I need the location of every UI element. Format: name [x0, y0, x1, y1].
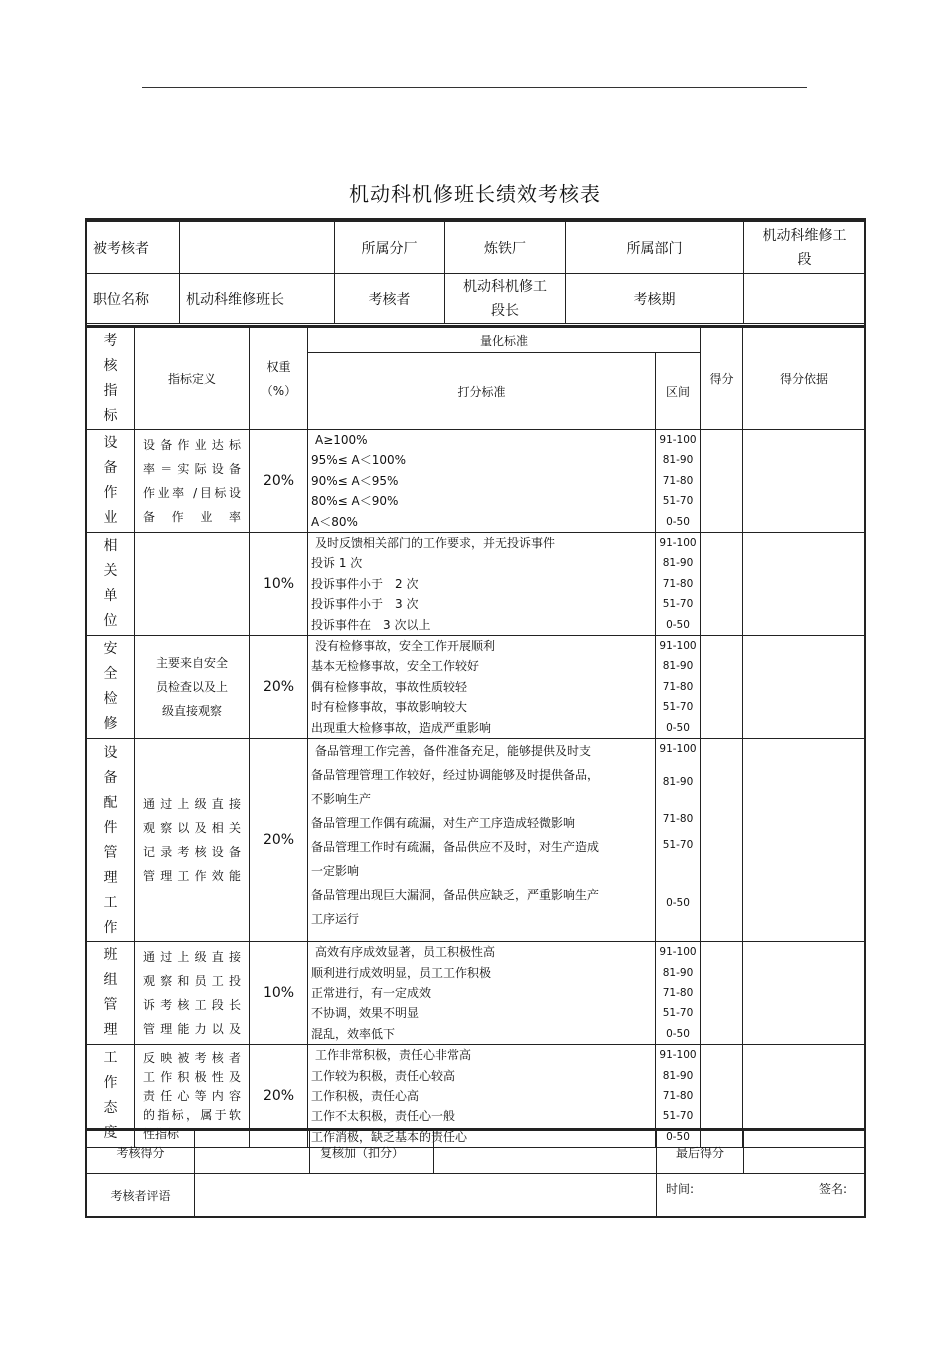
range-header: 区间	[656, 353, 701, 430]
review-label: 复核加（扣分）	[310, 1130, 434, 1174]
criteria-table	[86, 325, 866, 1148]
scoring-standards: 工作非常积极，责任心非常高 工作较为积极，责任心较高 工作积极，责任心高 工作不太积极，责任心一般 工作消极，缺乏基本的责任心	[308, 1045, 656, 1148]
scoring-standards: 没有检修事故，安全工作开展顺利 基本无检修事故，安全工作较好 偶有检修事故，事故性质较轻 时有检修事故，事故影响较大 出现重大检修事故，造成严重影响	[308, 636, 656, 739]
score-ranges: 91-100 81-90 71-80 51-70 0-50	[656, 636, 701, 739]
position-value[interactable]: 机动科维修班长	[180, 274, 335, 324]
period-label: 考核期	[566, 274, 744, 324]
dept-value-line: 机动科维修工	[762, 227, 847, 244]
basis-cell[interactable]	[743, 636, 866, 739]
table-row	[87, 430, 866, 533]
score-ranges: 91-100 81-90 71-80 51-70 0-50	[656, 1045, 701, 1148]
score-ranges: 91-100 81-90 71-80 51-70 0-50	[656, 942, 701, 1045]
score-cell[interactable]	[701, 533, 743, 636]
basis-cell[interactable]	[743, 533, 866, 636]
score-ranges: 91-100 81-90 71-80 51-70 0-50	[656, 430, 701, 533]
dept-value[interactable]	[744, 222, 866, 274]
indicator-weight: 20%	[250, 739, 308, 942]
scoring-standards: 高效有序成效显著，员工积极性高 顺利进行成效明显，员工工作积极 正常进行，有一定成效 不协调，效果不明显 混乱，效率低下	[308, 942, 656, 1045]
basis-header: 得分依据	[743, 327, 866, 430]
comment-label: 考核者评语	[87, 1174, 195, 1218]
indicator-name: 相 关 单 位	[87, 533, 135, 636]
examinee-value[interactable]	[180, 222, 335, 274]
scoring-standards: A≥100% 95%≤ A＜100% 90%≤ A＜95% 80%≤ A＜90% A＜80%	[308, 430, 656, 533]
indicator-definition: 通过上级直接 观察和员工投 诉考核工段长 管理能力以及	[135, 942, 250, 1045]
info-table	[86, 221, 866, 324]
table-row	[87, 533, 866, 636]
examiner-value-line: 段长	[491, 302, 519, 319]
indicator-weight: 20%	[250, 1045, 308, 1148]
score-label: 考核得分	[87, 1130, 195, 1174]
indicator-name: 工 作 态 度	[87, 1045, 135, 1148]
branch-label: 所属分厂	[335, 222, 445, 274]
final-value[interactable]	[744, 1130, 866, 1174]
review-value[interactable]	[434, 1130, 657, 1174]
indicator-definition: 设备作业达标 率＝实际设备 作业率 /目标设 备作业率	[135, 430, 250, 533]
comment-value[interactable]	[195, 1174, 657, 1218]
examiner-value-line: 机动科机修工	[463, 278, 547, 295]
score-cell[interactable]	[701, 430, 743, 533]
indicator-name: 设 备 配 件 管 理 工 作	[87, 739, 135, 942]
position-label: 职位名称	[87, 274, 180, 324]
time-label: 时间:	[666, 1182, 695, 1196]
footer-table	[86, 1128, 866, 1218]
indicator-weight: 20%	[250, 636, 308, 739]
branch-value[interactable]: 炼铁厂	[445, 222, 566, 274]
score-header: 得分	[701, 327, 743, 430]
sign-area[interactable]	[657, 1174, 866, 1218]
indicator-name: 班 组 管 理	[87, 942, 135, 1045]
score-cell[interactable]	[701, 942, 743, 1045]
score-ranges: 91-100 81-90 71-80 51-70 0-50	[656, 533, 701, 636]
period-value[interactable]	[744, 274, 866, 324]
examinee-label: 被考核者	[87, 222, 180, 274]
indicator-header: 考 核 指 标	[87, 327, 135, 430]
indicator-weight: 10%	[250, 533, 308, 636]
scoring-standards: 备品管理工作完善，备件准备充足，能够提供及时支 备品管理管理工作较好，经过协调能够及时提供备品， 不影响生产 备品管理工作偶有疏漏，对生产工序造成轻微影响 备品管理工作时有疏漏，备品供应不及时，对生产造成 一定影响 备品管理出现巨大漏洞，备品供应缺乏，严重影响生产 工序运行	[308, 739, 656, 942]
header-rule	[142, 87, 807, 88]
examiner-value[interactable]	[445, 274, 566, 324]
score-ranges: 91-100 81-90 71-80 51-70 0-50	[656, 739, 701, 942]
score-value[interactable]	[195, 1130, 310, 1174]
definition-header: 指标定义	[135, 327, 250, 430]
dept-label: 所属部门	[566, 222, 744, 274]
indicator-weight: 10%	[250, 942, 308, 1045]
final-label: 最后得分	[657, 1130, 744, 1174]
score-cell[interactable]	[701, 636, 743, 739]
basis-cell[interactable]	[743, 739, 866, 942]
sign-label: 签名:	[818, 1182, 847, 1196]
table-row	[87, 739, 866, 942]
examiner-label: 考核者	[335, 274, 445, 324]
table-row	[87, 942, 866, 1045]
indicator-definition: 通过上级直接 观察以及相关 记录考核设备 管理工作效能	[135, 739, 250, 942]
score-cell[interactable]	[701, 739, 743, 942]
indicator-definition: 反映被考核者 工作积极性及 责任心等内容 的指标，属于软 性指标	[135, 1045, 250, 1148]
indicator-definition: 主要来自安全 员检查以及上 级直接观察	[135, 636, 250, 739]
weight-header: 权重 （%）	[250, 327, 308, 430]
indicator-definition	[135, 533, 250, 636]
basis-cell[interactable]	[743, 942, 866, 1045]
scoring-standards: 及时反馈相关部门的工作要求，并无投诉事件 投诉 1 次 投诉事件小于 2 次 投诉事件小于 3 次 投诉事件在 3 次以上	[308, 533, 656, 636]
basis-cell[interactable]	[743, 430, 866, 533]
indicator-name: 安 全 检 修	[87, 636, 135, 739]
indicator-weight: 20%	[250, 430, 308, 533]
dept-value-line: 段	[797, 251, 812, 268]
document-title: 机动科机修班长绩效考核表	[349, 182, 601, 206]
table-row	[87, 636, 866, 739]
indicator-name: 设 备 作 业	[87, 430, 135, 533]
scoring-header: 打分标准	[308, 353, 656, 430]
quant-header: 量化标准	[308, 327, 701, 353]
